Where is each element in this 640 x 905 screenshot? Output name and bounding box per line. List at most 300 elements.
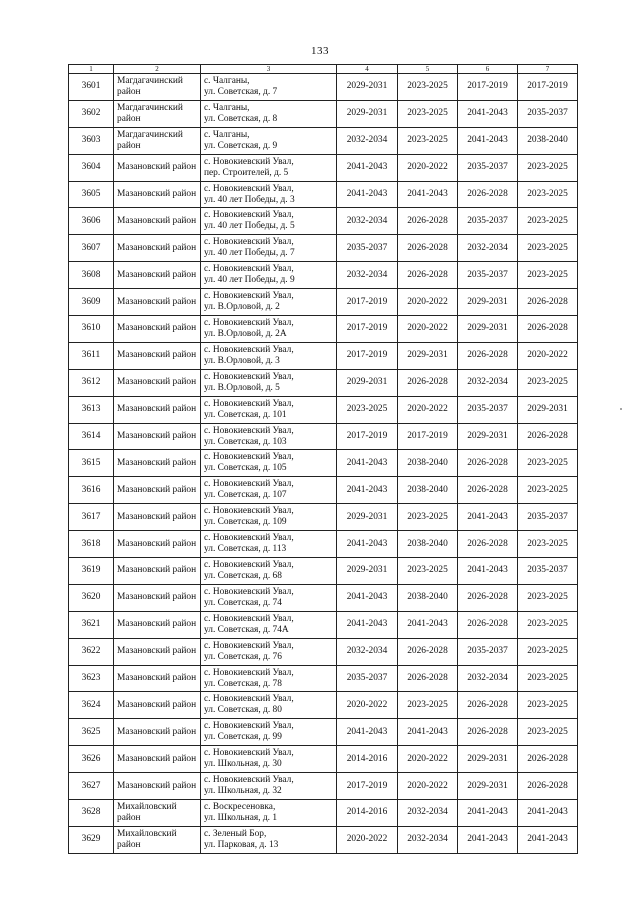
row-number: 3623: [69, 665, 114, 692]
row-number: 3627: [69, 773, 114, 800]
table-row: [69, 262, 578, 289]
period-col5: 2026-2028: [398, 665, 458, 692]
address: [201, 665, 337, 692]
period-col5: 2032-2034: [398, 800, 458, 827]
column-number: 6: [458, 65, 518, 74]
table-row: [69, 638, 578, 665]
period-col4: 2029-2031: [337, 100, 398, 127]
period-col4: 2041-2043: [337, 181, 398, 208]
period-col5: 2026-2028: [398, 208, 458, 235]
address-line-1: с. Новокиевский Увал,: [204, 586, 294, 597]
address: [201, 74, 337, 101]
address: [201, 100, 337, 127]
period-col5: 2023-2025: [398, 127, 458, 154]
row-number: 3609: [69, 289, 114, 316]
period-col4: 2041-2043: [337, 477, 398, 504]
address-line-2: ул. В.Орловой, д. 2: [204, 302, 280, 313]
row-number: 3617: [69, 504, 114, 531]
district-name: Мазановский район: [114, 719, 201, 746]
period-col6: 2035-2037: [458, 638, 518, 665]
period-col7: 2023-2025: [518, 235, 578, 262]
address-line-1: с. Зеленый Бор,: [204, 828, 267, 839]
table-row: [69, 746, 578, 773]
period-col6: 2035-2037: [458, 262, 518, 289]
period-col5: 2020-2022: [398, 746, 458, 773]
table-row: [69, 611, 578, 638]
row-number: 3621: [69, 611, 114, 638]
address-line-2: ул. Советская, д. 103: [204, 436, 287, 447]
district-name: Мазановский район: [114, 638, 201, 665]
address: [201, 477, 337, 504]
district-name: Мазановский район: [114, 531, 201, 558]
table-row: [69, 235, 578, 262]
address-line-2: ул. Советская, д. 99: [204, 732, 282, 743]
district-name: Мазановский район: [114, 154, 201, 181]
period-col5: 2020-2022: [398, 773, 458, 800]
address-line-2: ул. Советская, д. 7: [204, 86, 278, 97]
address-line-2: ул. Советская, д. 107: [204, 490, 287, 501]
table-row: [69, 450, 578, 477]
address: [201, 208, 337, 235]
district-name: Мазановский район: [114, 746, 201, 773]
address-line-1: с. Новокиевский Увал,: [204, 237, 294, 248]
row-number: 3625: [69, 719, 114, 746]
period-col4: 2029-2031: [337, 74, 398, 101]
period-col6: 2035-2037: [458, 208, 518, 235]
district-name: Мазановский район: [114, 692, 201, 719]
period-col5: 2020-2022: [398, 396, 458, 423]
address-line-2: ул. Советская, д. 74А: [204, 624, 289, 635]
period-col6: 2026-2028: [458, 611, 518, 638]
period-col6: 2026-2028: [458, 719, 518, 746]
address-line-2: ул. Советская, д. 109: [204, 517, 287, 528]
address-line-1: с. Новокиевский Увал,: [204, 506, 294, 517]
period-col7: 2023-2025: [518, 369, 578, 396]
period-col4: 2017-2019: [337, 342, 398, 369]
address: [201, 127, 337, 154]
address-line-2: ул. Советская, д. 113: [204, 544, 287, 555]
address-line-2: ул. Школьная, д. 30: [204, 759, 282, 770]
period-col7: 2023-2025: [518, 181, 578, 208]
row-number: 3610: [69, 316, 114, 343]
period-col6: 2026-2028: [458, 692, 518, 719]
address: [201, 181, 337, 208]
period-col7: 2035-2037: [518, 100, 578, 127]
period-col6: 2029-2031: [458, 746, 518, 773]
period-col4: 2017-2019: [337, 289, 398, 316]
address-line-1: с. Новокиевский Увал,: [204, 694, 294, 705]
address: [201, 746, 337, 773]
period-col6: 2041-2043: [458, 504, 518, 531]
table-row: [69, 181, 578, 208]
district-name: Мазановский район: [114, 369, 201, 396]
period-col5: 2038-2040: [398, 477, 458, 504]
row-number: 3622: [69, 638, 114, 665]
period-col7: 2026-2028: [518, 423, 578, 450]
district-name: Мазановский район: [114, 262, 201, 289]
period-col5: 2017-2019: [398, 423, 458, 450]
table-row: [69, 342, 578, 369]
table-row: [69, 584, 578, 611]
period-col7: 2023-2025: [518, 719, 578, 746]
address-line-2: ул. 40 лет Победы, д. 9: [204, 275, 295, 286]
period-col5: 2020-2022: [398, 154, 458, 181]
address-line-1: с. Новокиевский Увал,: [204, 559, 294, 570]
address-line-2: ул. 40 лет Победы, д. 3: [204, 194, 295, 205]
row-number: 3607: [69, 235, 114, 262]
period-col7: 2023-2025: [518, 665, 578, 692]
row-number: 3619: [69, 558, 114, 585]
district-name: Мазановский район: [114, 504, 201, 531]
period-col7: 2035-2037: [518, 504, 578, 531]
address-line-1: с. Новокиевский Увал,: [204, 291, 294, 302]
district-name: Мазановский район: [114, 584, 201, 611]
table-row: [69, 477, 578, 504]
row-number: 3604: [69, 154, 114, 181]
address-line-1: с. Новокиевский Увал,: [204, 371, 294, 382]
period-col5: 2038-2040: [398, 450, 458, 477]
period-col7: 2026-2028: [518, 773, 578, 800]
period-col4: 2032-2034: [337, 127, 398, 154]
row-number: 3601: [69, 74, 114, 101]
period-col4: 2020-2022: [337, 826, 398, 853]
row-number: 3605: [69, 181, 114, 208]
period-col4: 2014-2016: [337, 746, 398, 773]
table-row: [69, 316, 578, 343]
column-number: 1: [69, 65, 114, 74]
address-line-1: с. Новокиевский Увал,: [204, 398, 294, 409]
address-line-2: пер. Строителей, д. 5: [204, 167, 289, 178]
row-number: 3628: [69, 800, 114, 827]
period-col4: 2032-2034: [337, 208, 398, 235]
column-number-row: [69, 65, 578, 74]
address-line-2: ул. В.Орловой, д. 5: [204, 382, 280, 393]
address-line-1: с. Воскресеновка,: [204, 801, 276, 812]
table-row: [69, 396, 578, 423]
district-name: Мазановский район: [114, 558, 201, 585]
address-line-1: с. Новокиевский Увал,: [204, 317, 294, 328]
period-col4: 2032-2034: [337, 638, 398, 665]
district-name: Мазановский район: [114, 289, 201, 316]
address-line-1: с. Новокиевский Увал,: [204, 183, 294, 194]
table-row: [69, 558, 578, 585]
period-col7: 2026-2028: [518, 316, 578, 343]
address: [201, 584, 337, 611]
row-number: 3602: [69, 100, 114, 127]
table-row: [69, 531, 578, 558]
period-col5: 2038-2040: [398, 531, 458, 558]
district-name: Магдагачинский район: [114, 100, 201, 127]
period-col4: 2029-2031: [337, 504, 398, 531]
period-col6: 2032-2034: [458, 235, 518, 262]
period-col4: 2017-2019: [337, 423, 398, 450]
period-col4: 2029-2031: [337, 369, 398, 396]
period-col7: 2041-2043: [518, 826, 578, 853]
period-col4: 2029-2031: [337, 558, 398, 585]
period-col4: 2041-2043: [337, 611, 398, 638]
period-col6: 2029-2031: [458, 289, 518, 316]
address-line-1: с. Чалганы,: [204, 129, 250, 140]
address-line-1: с. Новокиевский Увал,: [204, 533, 294, 544]
row-number: 3620: [69, 584, 114, 611]
period-col7: 2023-2025: [518, 584, 578, 611]
period-col5: 2023-2025: [398, 100, 458, 127]
period-col6: 2026-2028: [458, 450, 518, 477]
period-col7: 2023-2025: [518, 477, 578, 504]
column-number: 4: [337, 65, 398, 74]
address-line-1: с. Новокиевский Увал,: [204, 344, 294, 355]
table-row: [69, 74, 578, 101]
period-col6: 2029-2031: [458, 423, 518, 450]
address: [201, 342, 337, 369]
row-number: 3606: [69, 208, 114, 235]
address-line-1: с. Новокиевский Увал,: [204, 425, 294, 436]
district-name: Мазановский район: [114, 611, 201, 638]
address: [201, 531, 337, 558]
address-line-2: ул. Парковая, д. 13: [204, 839, 279, 850]
period-col5: 2026-2028: [398, 235, 458, 262]
address: [201, 504, 337, 531]
period-col4: 2041-2043: [337, 584, 398, 611]
period-col5: 2041-2043: [398, 181, 458, 208]
address-line-2: ул. Советская, д. 78: [204, 678, 282, 689]
period-col4: 2032-2034: [337, 262, 398, 289]
period-col5: 2023-2025: [398, 692, 458, 719]
period-col7: 2023-2025: [518, 638, 578, 665]
period-col5: 2026-2028: [398, 638, 458, 665]
row-number: 3616: [69, 477, 114, 504]
period-col7: 2023-2025: [518, 692, 578, 719]
row-number: 3624: [69, 692, 114, 719]
address: [201, 423, 337, 450]
district-name: Мазановский район: [114, 665, 201, 692]
period-col7: 2020-2022: [518, 342, 578, 369]
table-row: [69, 692, 578, 719]
register-table: [68, 64, 578, 854]
row-number: 3629: [69, 826, 114, 853]
address-line-2: ул. Советская, д. 101: [204, 409, 287, 420]
district-name: Мазановский район: [114, 423, 201, 450]
period-col4: 2020-2022: [337, 692, 398, 719]
table-row: [69, 719, 578, 746]
period-col7: 2041-2043: [518, 800, 578, 827]
district-name: Мазановский район: [114, 208, 201, 235]
column-number: 5: [398, 65, 458, 74]
period-col5: 2023-2025: [398, 74, 458, 101]
period-col6: 2041-2043: [458, 100, 518, 127]
period-col7: 2017-2019: [518, 74, 578, 101]
scan-speck: [620, 408, 622, 410]
period-col4: 2014-2016: [337, 800, 398, 827]
address-line-2: ул. Советская, д. 74: [204, 597, 282, 608]
period-col6: 2032-2034: [458, 665, 518, 692]
address-line-1: с. Новокиевский Увал,: [204, 667, 294, 678]
address: [201, 638, 337, 665]
period-col5: 2029-2031: [398, 342, 458, 369]
district-name: Мазановский район: [114, 342, 201, 369]
period-col6: 2026-2028: [458, 531, 518, 558]
address: [201, 289, 337, 316]
period-col6: 2035-2037: [458, 154, 518, 181]
address: [201, 800, 337, 827]
table-row: [69, 154, 578, 181]
district-name: Мазановский район: [114, 773, 201, 800]
table-row: [69, 208, 578, 235]
period-col7: 2023-2025: [518, 208, 578, 235]
address-line-1: с. Новокиевский Увал,: [204, 748, 294, 759]
address-line-1: с. Новокиевский Увал,: [204, 210, 294, 221]
row-number: 3603: [69, 127, 114, 154]
period-col5: 2041-2043: [398, 719, 458, 746]
address-line-1: с. Новокиевский Увал,: [204, 479, 294, 490]
period-col7: 2026-2028: [518, 746, 578, 773]
period-col6: 2041-2043: [458, 127, 518, 154]
period-col5: 2023-2025: [398, 558, 458, 585]
period-col5: 2020-2022: [398, 289, 458, 316]
period-col5: 2026-2028: [398, 262, 458, 289]
period-col6: 2029-2031: [458, 773, 518, 800]
address-line-2: ул. Советская, д. 8: [204, 113, 278, 124]
period-col5: 2026-2028: [398, 369, 458, 396]
address-line-2: ул. Советская, д. 76: [204, 651, 282, 662]
address-line-1: с. Чалганы,: [204, 75, 250, 86]
period-col5: 2020-2022: [398, 316, 458, 343]
period-col6: 2041-2043: [458, 800, 518, 827]
row-number: 3608: [69, 262, 114, 289]
address: [201, 154, 337, 181]
table-row: [69, 100, 578, 127]
address: [201, 558, 337, 585]
district-name: Мазановский район: [114, 235, 201, 262]
period-col4: 2035-2037: [337, 665, 398, 692]
address: [201, 719, 337, 746]
period-col6: 2029-2031: [458, 316, 518, 343]
period-col6: 2026-2028: [458, 342, 518, 369]
address: [201, 235, 337, 262]
address-line-1: с. Новокиевский Увал,: [204, 452, 294, 463]
column-number: 2: [114, 65, 201, 74]
period-col4: 2041-2043: [337, 531, 398, 558]
address: [201, 316, 337, 343]
row-number: 3626: [69, 746, 114, 773]
table-row: [69, 504, 578, 531]
table-row: [69, 423, 578, 450]
period-col6: 2035-2037: [458, 396, 518, 423]
table-row: [69, 773, 578, 800]
period-col5: 2023-2025: [398, 504, 458, 531]
period-col7: 2023-2025: [518, 450, 578, 477]
table-row: [69, 289, 578, 316]
row-number: 3613: [69, 396, 114, 423]
district-name: Мазановский район: [114, 181, 201, 208]
district-name: Мазановский район: [114, 316, 201, 343]
period-col4: 2035-2037: [337, 235, 398, 262]
table-row: [69, 369, 578, 396]
district-name: Михайловский район: [114, 800, 201, 827]
address: [201, 369, 337, 396]
column-number: 7: [518, 65, 578, 74]
district-name: Магдагачинский район: [114, 74, 201, 101]
address-line-1: с. Новокиевский Увал,: [204, 156, 294, 167]
period-col6: 2026-2028: [458, 477, 518, 504]
address-line-2: ул. Советская, д. 80: [204, 705, 282, 716]
address-line-1: с. Новокиевский Увал,: [204, 613, 294, 624]
row-number: 3614: [69, 423, 114, 450]
district-name: Михайловский район: [114, 826, 201, 853]
period-col7: 2029-2031: [518, 396, 578, 423]
period-col4: 2041-2043: [337, 154, 398, 181]
address-line-2: ул. Школьная, д. 1: [204, 812, 278, 823]
address-line-2: ул. 40 лет Победы, д. 7: [204, 248, 295, 259]
period-col5: 2038-2040: [398, 584, 458, 611]
table-row: [69, 800, 578, 827]
period-col6: 2041-2043: [458, 558, 518, 585]
period-col6: 2032-2034: [458, 369, 518, 396]
address-line-2: ул. Советская, д. 105: [204, 463, 287, 474]
address: [201, 396, 337, 423]
district-name: Мазановский район: [114, 450, 201, 477]
address-line-1: с. Новокиевский Увал,: [204, 640, 294, 651]
address: [201, 450, 337, 477]
row-number: 3611: [69, 342, 114, 369]
period-col7: 2023-2025: [518, 262, 578, 289]
period-col7: 2035-2037: [518, 558, 578, 585]
address-line-2: ул. В.Орловой, д. 2А: [204, 328, 287, 339]
address-line-2: ул. Советская, д. 9: [204, 140, 278, 151]
period-col4: 2041-2043: [337, 450, 398, 477]
row-number: 3612: [69, 369, 114, 396]
address-line-2: ул. Школьная, д. 32: [204, 786, 282, 797]
period-col4: 2041-2043: [337, 719, 398, 746]
period-col5: 2041-2043: [398, 611, 458, 638]
district-name: Магдагачинский район: [114, 127, 201, 154]
table-row: [69, 665, 578, 692]
address-line-1: с. Новокиевский Увал,: [204, 264, 294, 275]
district-name: Мазановский район: [114, 396, 201, 423]
period-col4: 2017-2019: [337, 316, 398, 343]
address-line-2: ул. Советская, д. 68: [204, 570, 282, 581]
address: [201, 262, 337, 289]
address: [201, 773, 337, 800]
period-col4: 2017-2019: [337, 773, 398, 800]
period-col5: 2032-2034: [398, 826, 458, 853]
period-col6: 2041-2043: [458, 826, 518, 853]
district-name: Мазановский район: [114, 477, 201, 504]
address: [201, 692, 337, 719]
address: [201, 611, 337, 638]
period-col6: 2026-2028: [458, 181, 518, 208]
period-col4: 2023-2025: [337, 396, 398, 423]
address-line-2: ул. 40 лет Победы, д. 5: [204, 221, 295, 232]
page-number: 133: [311, 45, 329, 57]
table-row: [69, 127, 578, 154]
period-col6: 2017-2019: [458, 74, 518, 101]
row-number: 3618: [69, 531, 114, 558]
address-line-1: с. Чалганы,: [204, 102, 250, 113]
period-col7: 2038-2040: [518, 127, 578, 154]
address-line-1: с. Новокиевский Увал,: [204, 721, 294, 732]
period-col7: 2023-2025: [518, 154, 578, 181]
address-line-2: ул. В.Орловой, д. 3: [204, 355, 280, 366]
period-col7: 2023-2025: [518, 611, 578, 638]
address: [201, 826, 337, 853]
table-row: [69, 826, 578, 853]
period-col6: 2026-2028: [458, 584, 518, 611]
period-col7: 2026-2028: [518, 289, 578, 316]
row-number: 3615: [69, 450, 114, 477]
period-col7: 2023-2025: [518, 531, 578, 558]
column-number: 3: [201, 65, 337, 74]
